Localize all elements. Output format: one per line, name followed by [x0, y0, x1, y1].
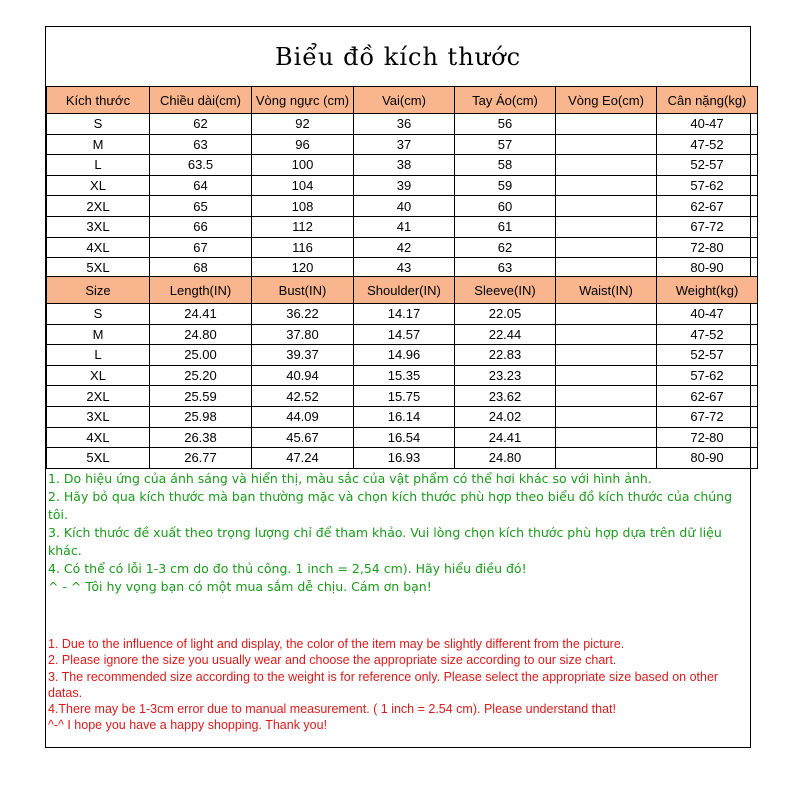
table-row	[47, 155, 758, 176]
column-header: Vòng Eo(cm)	[556, 87, 657, 114]
note-line: 3. The recommended size according to the weight is for reference only. Please select the appropriate size based on other datas.	[48, 669, 719, 700]
table-cell: 24.02	[455, 406, 556, 427]
table-cell: 24.80	[455, 448, 556, 469]
column-header: Length(IN)	[150, 277, 252, 304]
note-line: ^ - ^ Tôi hy vọng bạn có một mua sắm dễ chịu. Cám ơn bạn!	[48, 579, 432, 594]
cm-size-table	[46, 86, 758, 279]
table-cell: 80-90	[657, 258, 758, 279]
column-header: Vai(cm)	[354, 87, 455, 114]
table-cell: 63.5	[150, 155, 252, 176]
column-header: Size	[47, 277, 150, 304]
table-row	[47, 448, 758, 469]
table-cell	[556, 237, 657, 258]
table-cell	[556, 175, 657, 196]
table-cell: 47-52	[657, 134, 758, 155]
table-cell: 24.80	[150, 324, 252, 345]
table-row	[47, 365, 758, 386]
column-header: Tay Áo(cm)	[455, 87, 556, 114]
table-cell: 92	[252, 114, 354, 135]
size-chart-frame	[45, 26, 751, 748]
table-cell	[556, 324, 657, 345]
table-cell: 112	[252, 216, 354, 237]
table-cell: 5XL	[47, 448, 150, 469]
inch-size-table	[46, 276, 758, 469]
table-cell: 64	[150, 175, 252, 196]
table-cell: 61	[455, 216, 556, 237]
table-cell: L	[47, 155, 150, 176]
table-cell: 47.24	[252, 448, 354, 469]
table-cell: M	[47, 134, 150, 155]
table-cell: 40-47	[657, 304, 758, 325]
table-cell: 67-72	[657, 406, 758, 427]
header-row	[47, 87, 758, 114]
column-header: Weight(kg)	[657, 277, 758, 304]
table-cell: 22.44	[455, 324, 556, 345]
table-cell: 40-47	[657, 114, 758, 135]
table-cell: L	[47, 345, 150, 366]
table-cell: 60	[455, 196, 556, 217]
table-cell	[556, 386, 657, 407]
table-cell: 116	[252, 237, 354, 258]
table-cell	[556, 114, 657, 135]
english-notes	[48, 636, 748, 734]
table-cell: 57-62	[657, 175, 758, 196]
table-cell: 36	[354, 114, 455, 135]
table-cell: 38	[354, 155, 455, 176]
table-cell: 42.52	[252, 386, 354, 407]
column-header: Waist(IN)	[556, 277, 657, 304]
table-row	[47, 216, 758, 237]
table-cell: 108	[252, 196, 354, 217]
table-cell: 23.23	[455, 365, 556, 386]
table-cell: 42	[354, 237, 455, 258]
table-cell: 58	[455, 155, 556, 176]
column-header: Shoulder(IN)	[354, 277, 455, 304]
note-line: ^-^ I hope you have a happy shopping. Thank you!	[48, 718, 328, 733]
note-line: 2. Please ignore the size you usually wear and choose the appropriate size according to our size chart.	[48, 653, 617, 668]
vietnamese-notes	[48, 470, 748, 596]
table-cell: 62	[150, 114, 252, 135]
table-cell: 44.09	[252, 406, 354, 427]
table-cell	[556, 365, 657, 386]
table-cell: 72-80	[657, 427, 758, 448]
table-row	[47, 175, 758, 196]
table-row	[47, 237, 758, 258]
table-cell: 120	[252, 258, 354, 279]
table-cell: XL	[47, 365, 150, 386]
table-cell: 16.93	[354, 448, 455, 469]
table-cell: 52-57	[657, 345, 758, 366]
table-cell: 2XL	[47, 386, 150, 407]
table-cell: XL	[47, 175, 150, 196]
table-cell	[556, 406, 657, 427]
table-cell: 80-90	[657, 448, 758, 469]
table-cell: M	[47, 324, 150, 345]
table-cell: 25.98	[150, 406, 252, 427]
column-header: Bust(IN)	[252, 277, 354, 304]
table-cell	[556, 216, 657, 237]
column-header: Cân nặng(kg)	[657, 87, 758, 114]
table-cell: 4XL	[47, 237, 150, 258]
table-cell: 62	[455, 237, 556, 258]
table-row	[47, 386, 758, 407]
column-header: Vòng ngực (cm)	[252, 87, 354, 114]
table-cell: 63	[455, 258, 556, 279]
notes-section	[48, 470, 748, 734]
table-cell: 47-52	[657, 324, 758, 345]
table-cell: 62-67	[657, 196, 758, 217]
table-cell: 5XL	[47, 258, 150, 279]
table-cell: 104	[252, 175, 354, 196]
table-cell: 22.05	[455, 304, 556, 325]
note-line: 4.There may be 1-3cm error due to manual measurement. ( 1 inch = 2.54 cm). Please understand that!	[48, 702, 616, 717]
table-cell: S	[47, 304, 150, 325]
table-cell: 4XL	[47, 427, 150, 448]
table-row	[47, 427, 758, 448]
table-cell: 26.38	[150, 427, 252, 448]
table-cell: 25.00	[150, 345, 252, 366]
table-row	[47, 134, 758, 155]
table-cell: 3XL	[47, 216, 150, 237]
table-cell: 36.22	[252, 304, 354, 325]
table-cell: 52-57	[657, 155, 758, 176]
table-cell: 15.35	[354, 365, 455, 386]
table-cell: 67-72	[657, 216, 758, 237]
table-cell: 23.62	[455, 386, 556, 407]
table-cell: 2XL	[47, 196, 150, 217]
table-cell	[556, 155, 657, 176]
column-header: Chiều dài(cm)	[150, 87, 252, 114]
table-cell	[556, 196, 657, 217]
table-cell: 59	[455, 175, 556, 196]
table-row	[47, 114, 758, 135]
table-cell: 63	[150, 134, 252, 155]
table-cell: 22.83	[455, 345, 556, 366]
table-cell: 67	[150, 237, 252, 258]
table-cell: 37.80	[252, 324, 354, 345]
note-line: 3. Kích thước đề xuất theo trọng lượng chỉ để tham khảo. Vui lòng chọn kích thước phù hợp dựa trên dữ liệu khác.	[48, 525, 722, 558]
table-cell: 100	[252, 155, 354, 176]
note-line: 1. Do hiệu ứng của ánh sáng và hiển thị, màu sắc của vật phẩm có thể hơi khác so với hình ảnh.	[48, 471, 652, 486]
table-cell: 15.75	[354, 386, 455, 407]
table-cell: 68	[150, 258, 252, 279]
column-header: Sleeve(IN)	[455, 277, 556, 304]
note-line: 1. Due to the influence of light and display, the color of the item may be slightly different from the picture.	[48, 637, 625, 651]
table-cell: 43	[354, 258, 455, 279]
table-cell	[556, 427, 657, 448]
table-cell: 66	[150, 216, 252, 237]
table-row	[47, 196, 758, 217]
table-cell	[556, 448, 657, 469]
table-cell: 37	[354, 134, 455, 155]
header-row	[47, 277, 758, 304]
table-cell: 39.37	[252, 345, 354, 366]
table-cell: 72-80	[657, 237, 758, 258]
table-cell: 24.41	[150, 304, 252, 325]
table-cell: 24.41	[455, 427, 556, 448]
table-cell: 14.96	[354, 345, 455, 366]
table-cell	[556, 134, 657, 155]
note-line: 2. Hãy bỏ qua kích thước mà bạn thường mặc và chọn kích thước phù hợp theo biểu đồ kích thước của chúng tôi.	[48, 489, 733, 522]
table-cell: 45.67	[252, 427, 354, 448]
column-header: Kích thước	[47, 87, 150, 114]
table-cell: 40.94	[252, 365, 354, 386]
table-row	[47, 406, 758, 427]
page-title: Biểu đồ kích thước	[46, 27, 750, 87]
table-cell: 25.59	[150, 386, 252, 407]
table-cell: 41	[354, 216, 455, 237]
table-cell: S	[47, 114, 150, 135]
table-row	[47, 324, 758, 345]
table-cell: 16.54	[354, 427, 455, 448]
table-cell: 25.20	[150, 365, 252, 386]
table-cell: 26.77	[150, 448, 252, 469]
table-cell	[556, 304, 657, 325]
table-row	[47, 345, 758, 366]
table-cell: 57	[455, 134, 556, 155]
table-cell: 56	[455, 114, 556, 135]
table-cell: 39	[354, 175, 455, 196]
table-cell: 57-62	[657, 365, 758, 386]
table-cell: 96	[252, 134, 354, 155]
table-row	[47, 304, 758, 325]
table-cell: 62-67	[657, 386, 758, 407]
table-cell: 3XL	[47, 406, 150, 427]
table-cell: 65	[150, 196, 252, 217]
table-cell: 14.57	[354, 324, 455, 345]
note-line: 4. Có thể có lỗi 1-3 cm do đo thủ công. 1 inch = 2,54 cm). Hãy hiểu điều đó!	[48, 561, 527, 576]
table-cell: 16.14	[354, 406, 455, 427]
table-cell: 40	[354, 196, 455, 217]
table-cell	[556, 345, 657, 366]
table-cell: 14.17	[354, 304, 455, 325]
